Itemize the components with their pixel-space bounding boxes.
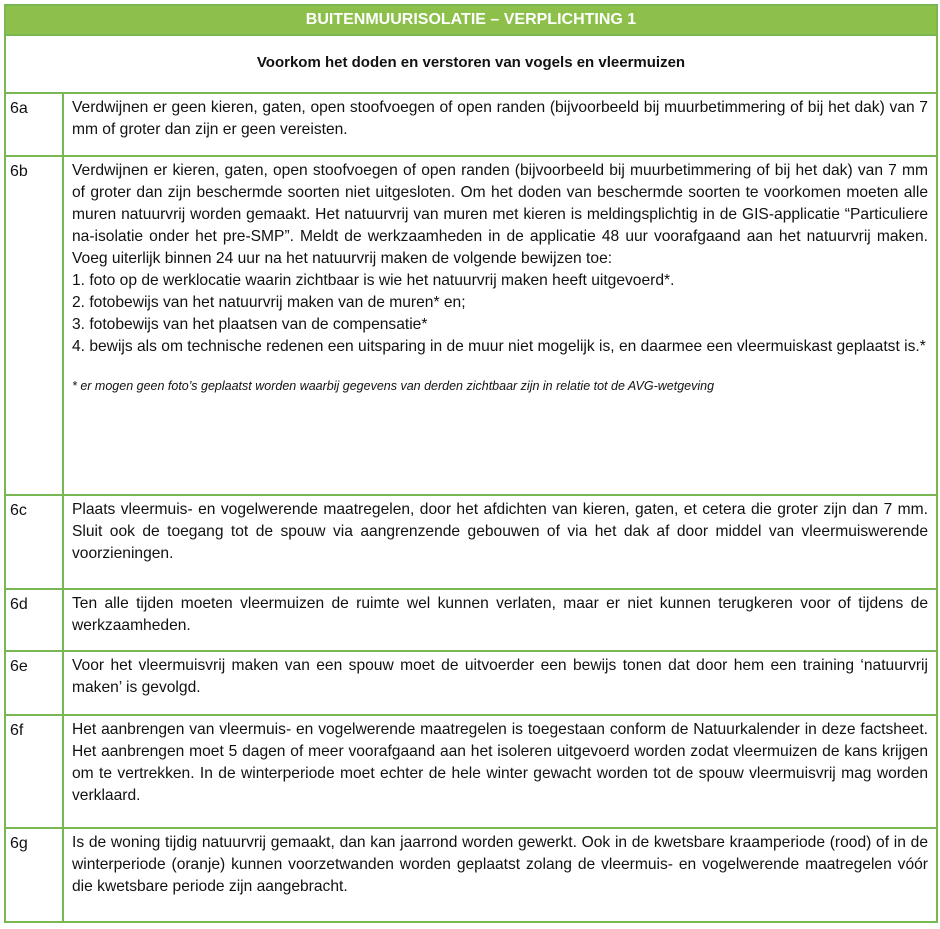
row-content	[64, 157, 936, 494]
table-row	[6, 157, 936, 496]
row-code: 6g	[6, 829, 64, 921]
row-content	[64, 652, 936, 714]
row-code: 6b	[6, 157, 64, 494]
table-row	[6, 652, 936, 716]
row-code: 6c	[6, 496, 64, 588]
table-subtitle: Voorkom het doden en verstoren van vogels en vleermuizen	[6, 34, 936, 94]
list-item: 3. fotobewijs van het plaatsen van de compensatie*	[72, 316, 428, 333]
requirements-table	[4, 4, 938, 923]
table-row	[6, 590, 936, 652]
list-item: 1. foto op de werklocatie waarin zichtbaar is wie het natuurvrij maken heeft uitgevoerd*.	[72, 272, 675, 289]
table-row	[6, 716, 936, 829]
row-content	[64, 496, 936, 588]
row-code: 6d	[6, 590, 64, 650]
row-text: Plaats vleermuis- en vogelwerende maatregelen, door het afdichten van kieren, gaten, et cetera die groter zijn dan 7 mm. Sluit ook de toegang tot de spouw via aangrenzende gebouwen of via het dak af door middel van vleermuiswerende voorzieningen.	[72, 501, 928, 562]
row-content	[64, 590, 936, 650]
table-row	[6, 94, 936, 157]
row-text: Is de woning tijdig natuurvrij gemaakt, dan kan jaarrond worden gewerkt. Ook in de kwetsbare kraamperiode (rood) of in de winterperiode (oranje) kunnen voorzetwanden worden geplaatst zolang de vleermuis- en vogelwerende maatregelen vóór die kwetsbare periode zijn aangebracht.	[72, 834, 928, 895]
row-text: Verdwijnen er geen kieren, gaten, open stoofvoegen of open randen (bijvoorbeeld bij muurbetimmering of bij het dak) van 7 mm of groter dan zijn er geen vereisten.	[72, 99, 928, 138]
table-row	[6, 829, 936, 923]
row-text: Verdwijnen er kieren, gaten, open stoofvoegen of open randen (bijvoorbeeld bij muurbetimmering of bij het dak) van 7 mm of groter dan zijn beschermde soorten niet uitgesloten. Om het doden van beschermde soorten te voorkomen moeten alle muren natuurvrij worden gemaakt. Het natuurvrij van muren met kieren is meldingsplichtig in de GIS-applicatie “Particuliere na-isolatie onder het pre-SMP”. Meldt de werkzaamheden in de applicatie 48 uur voorafgaand aan het natuurvrij maken. Voeg uiterlijk binnen 24 uur na het natuurvrij maken de volgende bewijzen toe:	[72, 162, 928, 267]
row-content	[64, 829, 936, 921]
row-code: 6f	[6, 716, 64, 827]
table-title: BUITENMUURISOLATIE – VERPLICHTING 1	[6, 4, 936, 34]
table-row	[6, 496, 936, 590]
row-content	[64, 94, 936, 155]
list-item: 4. bewijs als om technische redenen een uitsparing in de muur niet mogelijk is, en daarmee een vleermuiskast geplaatst is.*	[72, 338, 926, 355]
row-text: Voor het vleermuisvrij maken van een spouw moet de uitvoerder een bewijs tonen dat door hem een training ‘natuurvrij maken’ is gevolgd.	[72, 657, 928, 696]
row-text: Het aanbrengen van vleermuis- en vogelwerende maatregelen is toegestaan conform de Natuurkalender in deze factsheet. Het aanbrengen moet 5 dagen of meer voorafgaand aan het isoleren uitgevoerd worden zodat vleermuizen de kans krijgen om te vertrekken. In de winterperiode moet echter de hele winter gewacht worden tot de spouw vleermuisvrij mag worden verklaard.	[72, 721, 928, 804]
list-item: 2. fotobewijs van het natuurvrij maken van de muren* en;	[72, 294, 466, 311]
row-text: Ten alle tijden moeten vleermuizen de ruimte wel kunnen verlaten, maar er niet kunnen terugkeren voor of tijdens de werkzaamheden.	[72, 595, 928, 634]
row-code: 6a	[6, 94, 64, 155]
footnote: * er mogen geen foto’s geplaatst worden waarbij gegevens van derden zichtbaar zijn in relatie tot de AVG-wetgeving	[72, 379, 715, 393]
row-code: 6e	[6, 652, 64, 714]
row-content	[64, 716, 936, 827]
